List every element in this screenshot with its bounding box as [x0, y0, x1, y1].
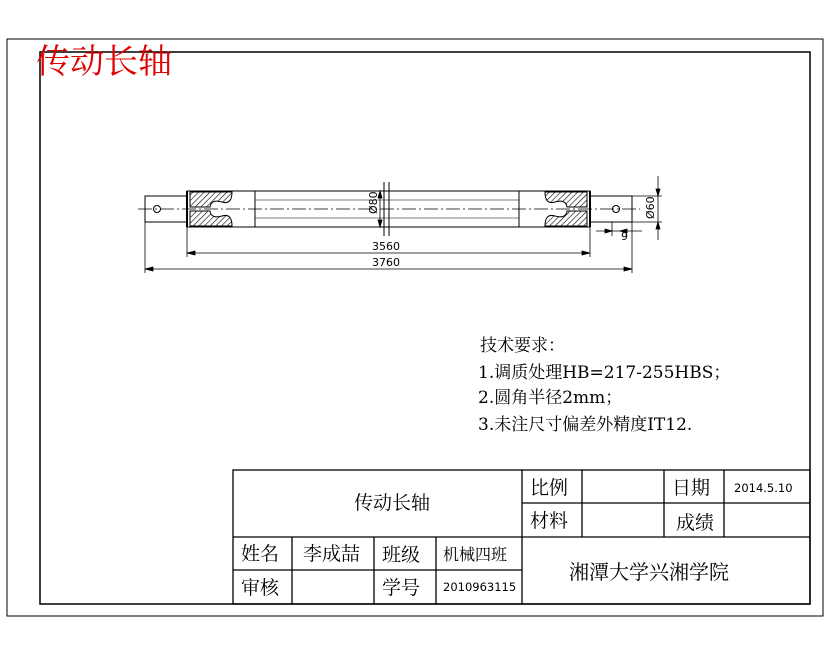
school-name: 湘潭大学兴湘学院: [569, 560, 729, 584]
material-label: 材料: [530, 510, 569, 532]
name-label: 姓名: [241, 543, 280, 565]
class-value: 机械四班: [443, 545, 508, 564]
shaft: [138, 182, 640, 236]
part-name: 传动长轴: [354, 492, 431, 514]
date-value: 2014.5.10: [734, 481, 793, 495]
tech-requirement-item: 3.未注尺寸偏差外精度IT12.: [478, 415, 693, 435]
id-label: 学号: [382, 577, 421, 599]
scale-label: 比例: [530, 477, 569, 499]
grade-label: 成绩: [676, 512, 715, 534]
dim-inner-diameter: Ø80: [367, 191, 380, 214]
tech-requirement-item: 2.圆角半径2mm；: [478, 388, 623, 408]
class-label: 班级: [382, 544, 421, 566]
dim-middle-length: 3560: [372, 240, 400, 253]
id-value: 2010963115: [443, 580, 517, 594]
name-value: 李成喆: [303, 543, 361, 565]
tech-requirements: [478, 336, 730, 435]
date-label: 日期: [672, 477, 711, 499]
tech-requirement-item: 1.调质处理HB=217-255HBS；: [478, 363, 731, 383]
header-title: 传动长轴: [36, 42, 172, 82]
tech-requirements-heading: 技术要求：: [480, 336, 565, 356]
dim-total-length: 3760: [372, 256, 400, 269]
review-label: 审核: [241, 577, 280, 599]
dim-end-offset: 9: [621, 230, 628, 243]
dim-outer-diameter: Ø60: [644, 196, 657, 219]
